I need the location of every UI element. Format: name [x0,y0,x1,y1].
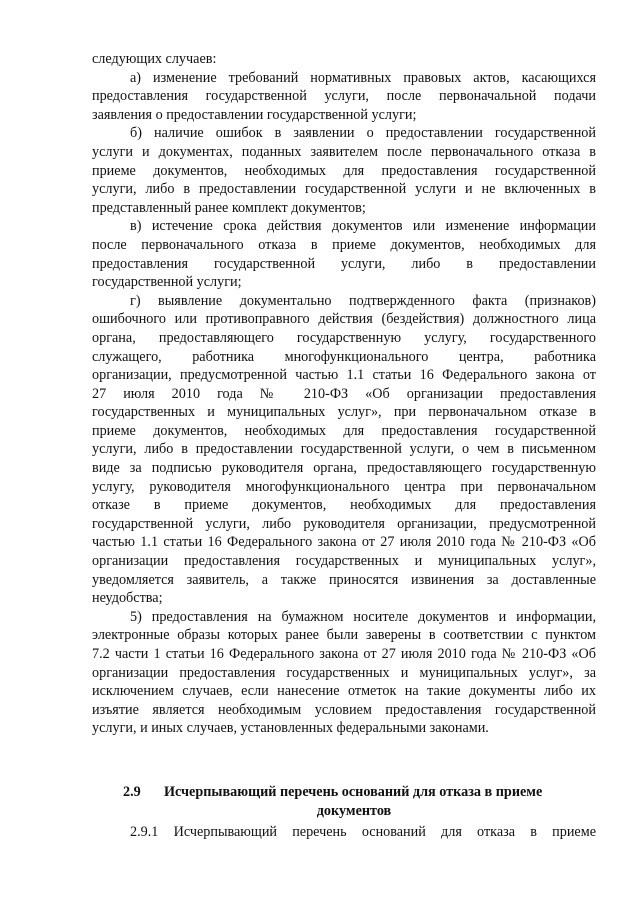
text-line: б) наличие ошибок в заявлении о предоставлении государственной [130,125,596,142]
section-title-line1: Исчерпывающий перечень оснований для отказа в приеме [164,784,543,800]
text-line: услуги и документах, поданных заявителем после первоначального отказа в [92,143,596,160]
text-line: представленный ранее комплект документов; [92,199,366,216]
text-line: заявления о предоставлении государственной услуги; [92,106,417,123]
text-line: услуги, либо в предоставлении государственной услуги, о чем в письменном [92,441,596,458]
text-line: 5) предоставления на бумажном носителе документов и информации, [130,608,596,625]
section-number: 2.9 [123,784,141,800]
text-line: в) истечение срока действия документов или изменение информации [130,218,596,235]
text-line: следующих случаев: [92,51,217,67]
text-line: исключением случаев, если нанесение отметок на такие документы либо их [92,683,596,700]
subsection-text-line: 2.9.1 Исчерпывающий перечень оснований для отказа в приеме [130,824,596,840]
text-line: служащего, работника многофункционального центра, работника [92,348,596,365]
text-line: государственной услуги, либо руководителя организации, предусмотренной [92,515,596,532]
text-line: уведомляется заявитель, а также приносятся извинения за доставленные [92,571,596,588]
text-line: частью 1.1 статьи 16 Федерального закона от 27 июля 2010 года № 210-ФЗ «Об [92,534,596,551]
text-line: государственных и муниципальных услуг», при первоначальном отказе в [92,404,596,421]
subsection-paragraph [92,823,596,842]
text-line: органа, предоставляющего государственную услугу, государственного [92,329,596,346]
text-line: услуги, либо в предоставлении государственной услуги и не включенных в [92,181,596,198]
text-line: организации предоставления государственных и муниципальных услуг», [92,553,596,570]
text-line: отказе в приеме документов, необходимых для предоставления [92,497,596,514]
document-body [92,50,596,738]
text-line: неудобства; [92,590,163,607]
section-title-line2: документов [316,802,392,819]
text-line: ошибочного или противоправного действия (бездействия) должностного лица [92,311,596,328]
text-line: предоставления государственной услуги, либо в предоставлении [92,255,596,272]
text-line: организации, предусмотренной частью 1.1 статьи 16 Федерального закона от [92,367,596,384]
text-line: электронные образы которых ранее были заверены в соответствии с пунктом [92,627,596,644]
text-line: после первоначального отказа в приеме документов, необходимых для [92,236,596,253]
text-line: организации предоставления государственных и муниципальных услуг», за [92,664,596,681]
text-line: 7.2 части 1 статьи 16 Федерального закона от 27 июля 2010 года № 210-ФЗ «Об [92,646,596,662]
text-line: государственной услуги; [92,274,242,291]
text-line: услуги, и иных случаев, установленных федеральными законами. [92,720,489,737]
text-line: предоставления государственной услуги, после первоначальной подачи [92,88,596,105]
text-line: виде за подписью руководителя органа, предоставляющего государственную [92,460,596,477]
text-line: услугу, руководителя многофункционального центра при первоначальном [92,478,596,495]
text-line: 27 июля 2010 года № 210-ФЗ «Об организации предоставления [92,385,596,402]
text-line: г) выявление документально подтвержденного факта (признаков) [130,292,596,309]
text-line: а) изменение требований нормативных правовых актов, касающихся [130,69,596,86]
text-line: изъятие является необходимым условием предоставления государственной [92,701,596,718]
text-line: приеме документов, необходимых для предоставления государственной [92,422,596,439]
text-line: приеме документов, необходимых для предоставления государственной [92,162,596,179]
